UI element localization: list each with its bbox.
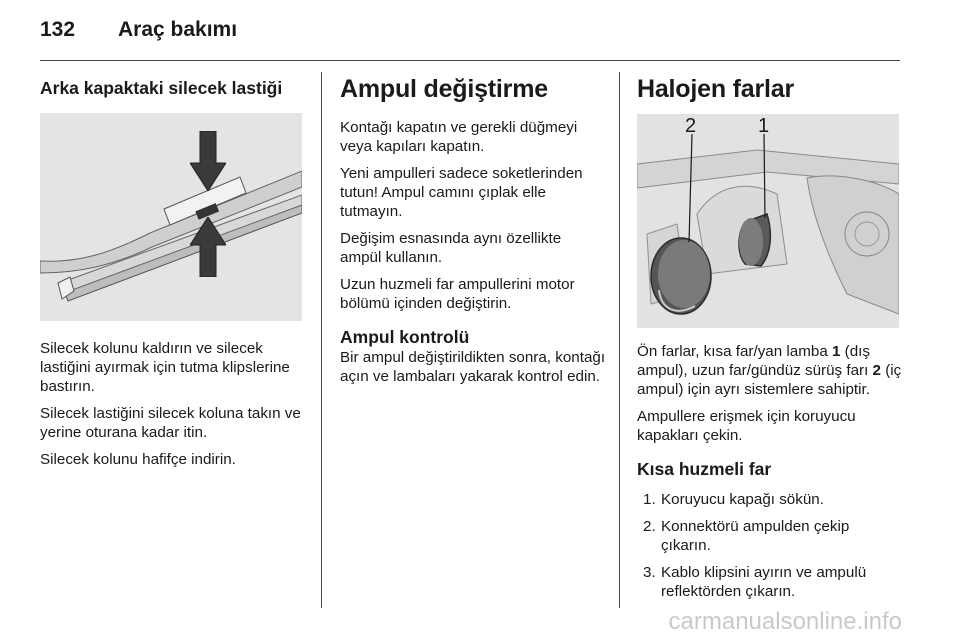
column-halogen [637, 74, 903, 609]
column-divider-1 [321, 72, 322, 608]
column-bulb-replacement [340, 74, 606, 394]
wiper-heading: Arka kapaktaki silecek lastiği [40, 78, 283, 98]
arrow-up-icon [190, 217, 226, 277]
wiper-blade-illustration [40, 113, 302, 321]
watermark: carmanualsonline.info [668, 608, 902, 635]
bulb-check-heading: Ampul kontrolü [340, 327, 470, 347]
step-item: 2. Konnektörü ampulden çekip çıkarın. [643, 518, 850, 554]
bulb-paragraph-2: Yeni ampulleri sadece soketlerinden tutun! Ampul camını çıplak elle tutmayın. [340, 165, 583, 220]
bulb-check-paragraph: Bir ampul değiştirildikten sonra, kontağı açın ve lambaları yakarak kontrol edin. [340, 349, 606, 385]
callout-1: 1 [758, 115, 770, 137]
bulb-paragraph-1: Kontağı kapatın ve gerekli düğmeyi veya kapıları kapatın. [340, 119, 578, 155]
step-item: 1. Koruyucu kapağı sökün. [643, 491, 824, 508]
halogen-intro-paragraph: Ön farlar, kısa far/yan lamba 1 (dış ampul), uzun far/gündüz sürüş farı 2 (iç ampul) için ayrı sistemlere sahiptir. [637, 343, 902, 398]
wiper-paragraph-2: Silecek lastiğini silecek koluna takın ve yerine oturana kadar itin. [40, 405, 301, 441]
step-item: 3. Kablo klipsini ayırın ve ampulü reflektörden çıkarın. [643, 564, 867, 600]
wiper-instructions [40, 339, 306, 469]
headlight-figure [637, 114, 899, 328]
halogen-paragraph-2: Ampullere erişmek için koruyucu kapakları çekin. [637, 408, 856, 444]
column-wiper [40, 74, 306, 477]
halogen-heading: Halojen farlar [637, 75, 794, 103]
wiper-paragraph-1: Silecek kolunu kaldırın ve silecek lastiğini ayırmak için tutma klipslerine bastırın. [40, 340, 290, 395]
page-header [0, 0, 960, 62]
wiper-figure [40, 113, 302, 321]
bulb-heading: Ampul değiştirme [340, 75, 548, 103]
headlight-illustration [637, 114, 899, 328]
page-number: 132 [40, 18, 76, 41]
column-divider-2 [619, 72, 620, 608]
halogen-instructions [637, 342, 903, 445]
header-divider [40, 60, 900, 61]
bulb-paragraph-4: Uzun huzmeli far ampullerini motor bölümü içinden değiştirin. [340, 276, 575, 312]
low-beam-steps [637, 490, 903, 601]
bulb-paragraph-3: Değişim esnasında aynı özellikte ampül kullanın. [340, 230, 562, 266]
section-title: Araç bakımı [118, 18, 238, 41]
callout-2: 2 [685, 115, 697, 137]
arrow-down-icon [190, 131, 226, 191]
wiper-paragraph-3: Silecek kolunu hafifçe indirin. [40, 451, 236, 468]
bulb-instructions [340, 118, 606, 313]
low-beam-heading: Kısa huzmeli far [637, 459, 772, 479]
